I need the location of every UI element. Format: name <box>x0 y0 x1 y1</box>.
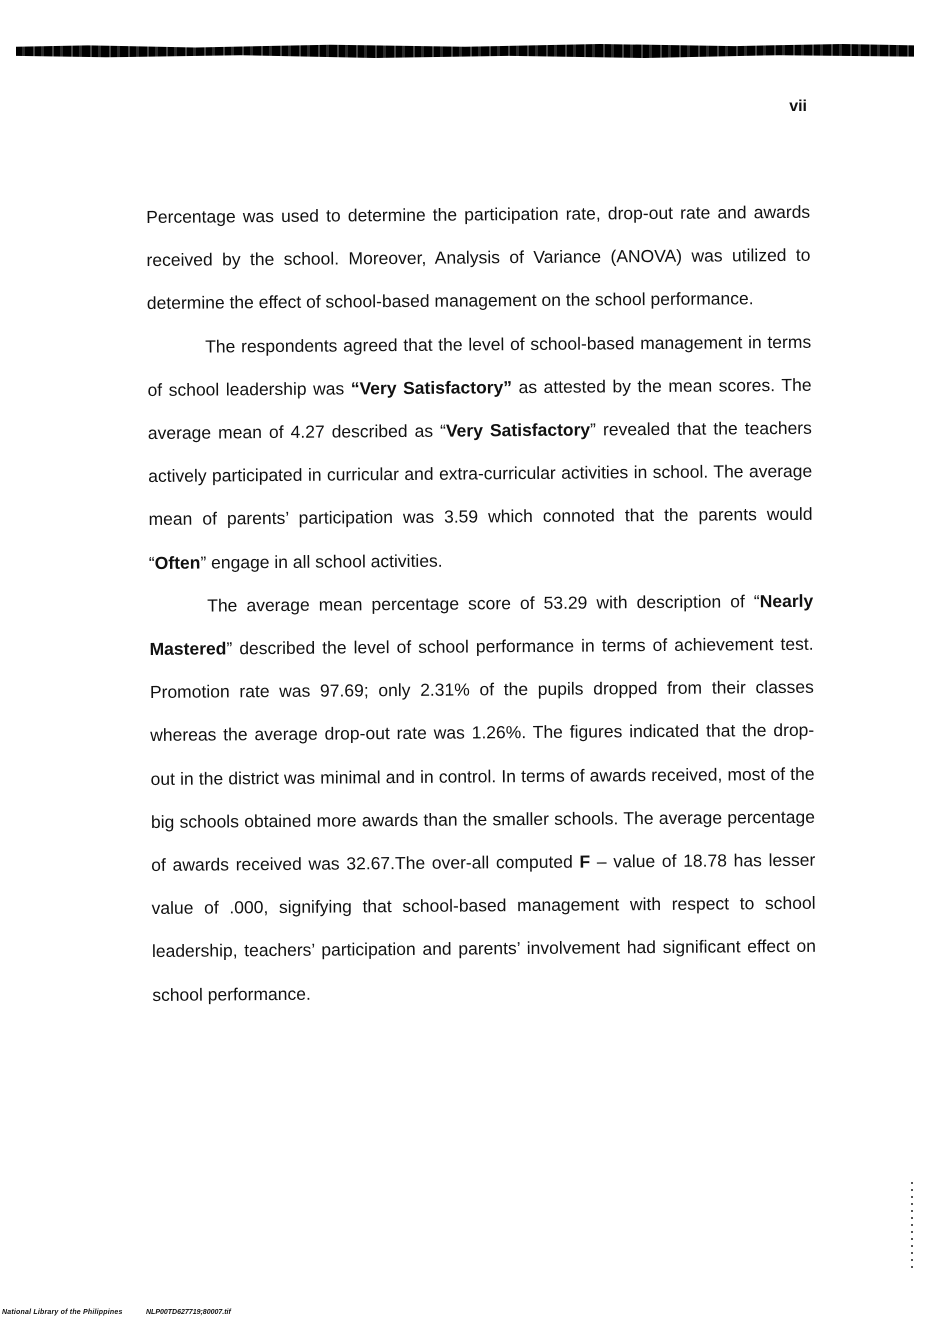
emphasis-nearly-mastered: Nearly Mastered <box>149 590 814 660</box>
paragraph-text: ” described the level of school performance in terms of achievement test. Promotion rate was 97.69; only 2.31% of the pupils dropped from their classes whereas the average drop-out rate was 1.26%. The figures indicated that the drop-out in the district was minimal and in control. In terms of awards received, most of the big schools obtained more awards than the smaller schools. The average percentage of awards received was 32.67.The over-all computed <box>149 633 815 876</box>
footer-library-name: National Library of the Philippines <box>2 1309 123 1316</box>
paragraph-text: The respondents agreed that the level of school-based management in terms of school leadership was <box>147 331 812 400</box>
emphasis-very-satisfactory: Very Satisfactory <box>445 419 591 441</box>
body-text <box>146 191 816 1017</box>
paragraph-leadership <box>147 320 813 584</box>
paragraph-text: – value of 18.78 has lesser value of .000, signifying that school-based management with respect to school leadership, teachers’ participation and parents’ involvement had significant effect on school performance. <box>151 849 816 1005</box>
emphasis-very-satisfactory: “Very Satisfactory” <box>350 376 513 399</box>
paragraph-text: as attested by the mean scores. The average mean of 4.27 described as “ <box>147 374 812 444</box>
paragraph-text: ” revealed that the teachers actively participated in curricular and extra-curricular activities in school. The average mean of parents’ participation was 3.59 which connoted that the parents would “ <box>148 417 813 573</box>
scan-edge-bar <box>16 44 914 58</box>
paragraph-text: The average mean percentage score of 53.29 with description of “ <box>207 591 760 616</box>
page-number: vii <box>789 98 807 115</box>
emphasis-often: Often <box>154 552 201 573</box>
paragraph-performance <box>149 580 816 1017</box>
paragraph-methods <box>146 191 811 326</box>
footer-file-code: NLP00TD627719;80007.tif <box>146 1309 231 1316</box>
paragraph-text: Percentage was used to determine the participation rate, drop-out rate and awards received by the school. Moreover, Analysis of Variance (ANOVA) was utilized to determine the effect of school-based management on the school performance. <box>146 201 811 314</box>
scan-edge-dots <box>911 1182 913 1268</box>
paragraph-text: ” engage in all school activities. <box>200 550 443 573</box>
emphasis-f-value: F <box>579 851 591 872</box>
